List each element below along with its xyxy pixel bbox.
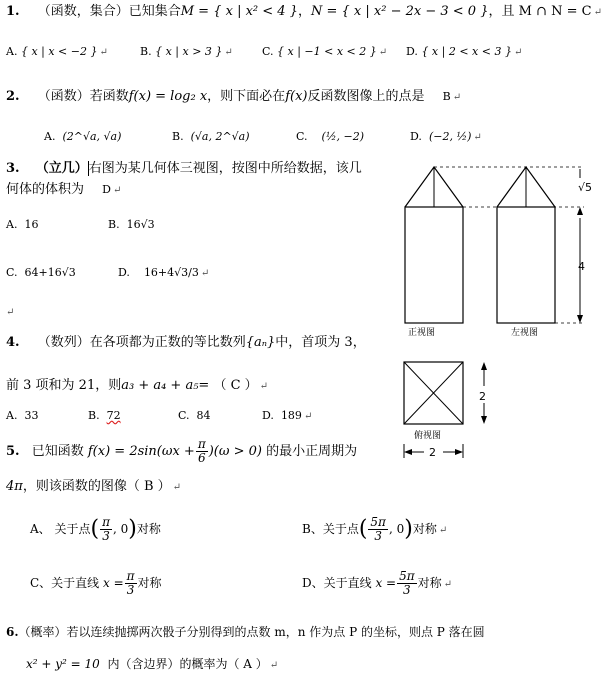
fraction-denominator: 3: [403, 583, 411, 597]
q5-option-b: B、关于点( $\frac{5\pi}{3}$ , 0)对称 ↵: [302, 515, 448, 543]
option-suffix: 对称: [412, 522, 437, 536]
dim-sqrt5: √5: [578, 181, 593, 194]
option-text: 72: [106, 409, 121, 422]
return-mark: ↵: [513, 47, 523, 58]
q2-stem: [6, 89, 461, 106]
q1-option-a: [6, 44, 108, 61]
q4-stem-line2: [6, 378, 268, 395]
option-label: C.: [178, 409, 190, 422]
q5-option-c: [30, 570, 162, 597]
q5-func-a: f(x) = 2sin(ωx +: [87, 444, 195, 459]
option-label: B.: [108, 218, 120, 231]
option-label: C.: [262, 45, 274, 58]
option-label: B.: [140, 45, 152, 58]
q1-tail: ，且 M ∩ N = C: [488, 4, 592, 19]
return-mark: ↵: [593, 7, 602, 18]
q3-option-a: [6, 217, 38, 233]
option-text: 189: [280, 409, 302, 422]
q5-option-d: [302, 570, 452, 597]
fraction-denominator: 3: [374, 529, 382, 543]
option-label: B.: [172, 130, 184, 143]
q6-circle-eq: x² + y² = 10: [26, 657, 100, 671]
option-text: { x | 2 < x < 3 }: [421, 45, 512, 58]
return-mark: ↵: [112, 185, 122, 196]
return-mark: ↵: [6, 307, 15, 318]
q2-func2: f(x): [285, 89, 308, 104]
q1-prefix: （函数，集合）已知集合: [37, 4, 181, 19]
option-suffix: 对称: [137, 576, 162, 590]
q3-number: 3.: [6, 161, 20, 176]
option-text: 16√3: [126, 218, 155, 231]
q3-line2: 何体的体积为: [6, 182, 85, 197]
three-view-figure: [398, 160, 598, 460]
option-text: { x | x < −2 }: [20, 45, 98, 58]
q2-option-b: [172, 129, 250, 145]
q5-tail: 的最小正周期为: [266, 444, 358, 459]
q3-option-b: [108, 217, 155, 233]
q2-number: 2.: [6, 89, 20, 104]
q2-prefix: （函数）若函数: [37, 89, 129, 104]
q5-stem-line1: [6, 438, 357, 465]
option-text: (½, −2): [321, 130, 364, 143]
fraction-numerator: π: [102, 515, 110, 529]
q1-option-b: [140, 44, 233, 61]
option-label: C.: [296, 130, 308, 143]
q4-option-c: [178, 408, 211, 424]
empty-line: [4, 304, 14, 321]
option-label: A.: [44, 130, 56, 143]
return-mark: ↵: [378, 47, 388, 58]
q5-func-frac: [196, 438, 208, 465]
fraction: [125, 570, 137, 597]
q2-tail: 反函数图像上的点是: [307, 89, 425, 104]
option-label: C、关于直线: [30, 576, 100, 590]
option-label: B、关于点: [302, 522, 359, 536]
q4-line2b: = （ C ）: [198, 378, 258, 393]
q5-period: 4π: [6, 479, 23, 494]
q6-number: 6.: [6, 625, 19, 639]
q1-set-n: N = { x | x² − 2x − 3 < 0 }: [310, 4, 489, 19]
option-lhs: x =: [375, 576, 397, 590]
top-view-label: 俯视图: [414, 431, 442, 441]
option-text: 84: [196, 409, 211, 422]
q2-option-c: [296, 129, 364, 145]
q1-sep: ，: [297, 4, 311, 19]
q1-set-m: M = { x | x² < 4 }: [180, 4, 298, 19]
option-text: (2^√a, √a): [62, 130, 122, 143]
point-tail: , 0: [112, 522, 129, 536]
return-mark: ↵: [200, 268, 210, 279]
return-mark: ↵: [224, 47, 233, 58]
fraction-numerator: π: [126, 569, 135, 583]
dim-height: 4: [578, 260, 585, 273]
q3-stem-line2: [6, 182, 121, 199]
fraction-denominator: 3: [102, 529, 110, 543]
q2-option-a: [44, 129, 121, 145]
option-suffix: 对称: [136, 522, 161, 536]
option-label: D.: [406, 45, 418, 58]
option-label: A、 关于点: [30, 522, 91, 536]
return-mark: ↵: [443, 579, 453, 590]
q4-option-d: [262, 408, 312, 425]
side-view-label: 左视图: [511, 328, 539, 338]
q3-option-c: [6, 265, 76, 281]
option-text: { x | −1 < x < 2 }: [277, 45, 377, 58]
option-label: B.: [88, 409, 100, 422]
side-view: [497, 167, 555, 323]
fraction-denominator: 3: [126, 583, 135, 597]
fraction-numerator: π: [197, 437, 206, 451]
q2-mid: ，则下面必在: [207, 89, 286, 104]
q3-line1: 右图为某几何体三视图，按图中所给数据，该几: [88, 161, 362, 176]
option-text: (−2, ½): [428, 130, 472, 143]
option-suffix: 对称: [417, 576, 442, 590]
return-mark: ↵: [452, 92, 462, 103]
fraction: [368, 516, 388, 543]
fraction: [397, 570, 417, 597]
q6-stem-line2: [26, 656, 278, 674]
q1-option-d: [406, 44, 522, 61]
q5-func-b: )(ω > 0): [208, 444, 262, 459]
q5-option-a: A、 关于点( $\frac{\pi}{3}$ , 0)对称: [30, 515, 161, 543]
q4-line2a: 前 3 项和为 21，则: [6, 378, 122, 393]
option-label: A.: [6, 45, 18, 58]
fraction: [100, 516, 112, 543]
q5-number: 5.: [6, 444, 20, 459]
option-text: 16+4√3/3: [143, 266, 199, 279]
q5-line2b: ，则该函数的图像（ B ）: [22, 479, 171, 494]
option-text: 64+16√3: [24, 266, 76, 279]
q1-stem: [6, 4, 602, 21]
q3-option-d: [118, 265, 209, 282]
q2-func: f(x) = log₂ x: [128, 89, 208, 104]
dim-width: 2: [429, 446, 436, 459]
q1-number: 1.: [6, 4, 20, 19]
option-label: D.: [118, 266, 130, 279]
q6-stem-line1: [6, 624, 485, 640]
front-view-label: 正视图: [408, 328, 436, 338]
q4-stem-line1: [6, 335, 366, 351]
q4-prefix: （数列）在各项都为正数的等比数列: [37, 335, 246, 350]
option-label: C.: [6, 266, 18, 279]
fraction-numerator: 5π: [399, 569, 415, 583]
q3-answer: D: [102, 183, 111, 196]
q4-seq: {aₙ}: [245, 335, 276, 350]
return-mark: ↵: [473, 132, 482, 143]
q5-prefix: 已知函数: [31, 444, 84, 459]
q4-option-b: [88, 408, 121, 424]
option-text: 16: [24, 218, 39, 231]
q4-tail: 中，首项为 3，: [275, 335, 366, 350]
return-mark: ↵: [99, 47, 108, 58]
q4-expr: a₃ + a₄ + a₅: [121, 378, 199, 393]
point-tail: , 0: [388, 522, 405, 536]
return-mark: ↵: [269, 660, 279, 671]
q6-line2: 内（含边界）的概率为（ A ）: [107, 657, 268, 671]
q4-option-a: [6, 408, 38, 424]
option-label: A.: [6, 218, 18, 231]
q1-option-c: [262, 44, 387, 61]
q2-option-d: [410, 129, 482, 146]
option-lhs: x =: [103, 576, 124, 590]
option-label: D.: [410, 130, 422, 143]
q6-line1: （概率）若以连续抛掷两次骰子分别得到的点数 m，n 作为点 P 的坐标，则点 P 落在圆: [18, 625, 485, 639]
q3-tag: （立几）: [35, 161, 88, 176]
return-mark: ↵: [438, 525, 448, 536]
return-mark: ↵: [259, 381, 269, 392]
option-label: D、关于直线: [302, 576, 372, 590]
fraction-numerator: 5π: [370, 515, 386, 529]
q3-stem-line1: [6, 161, 362, 177]
fraction-denominator: 6: [197, 451, 206, 465]
option-text: { x | x > 3 }: [155, 45, 223, 58]
q5-stem-line2: [6, 479, 181, 496]
option-label: A.: [6, 409, 18, 422]
top-view: [404, 362, 463, 424]
return-mark: ↵: [303, 411, 313, 422]
q2-answer: B: [442, 90, 451, 103]
return-mark: ↵: [172, 482, 182, 493]
option-text: (√a, 2^√a): [190, 130, 250, 143]
option-text: 33: [24, 409, 39, 422]
front-view: [405, 167, 463, 323]
option-label: D.: [262, 409, 274, 422]
q4-number: 4.: [6, 335, 20, 350]
dim-top-height: 2: [479, 390, 486, 403]
